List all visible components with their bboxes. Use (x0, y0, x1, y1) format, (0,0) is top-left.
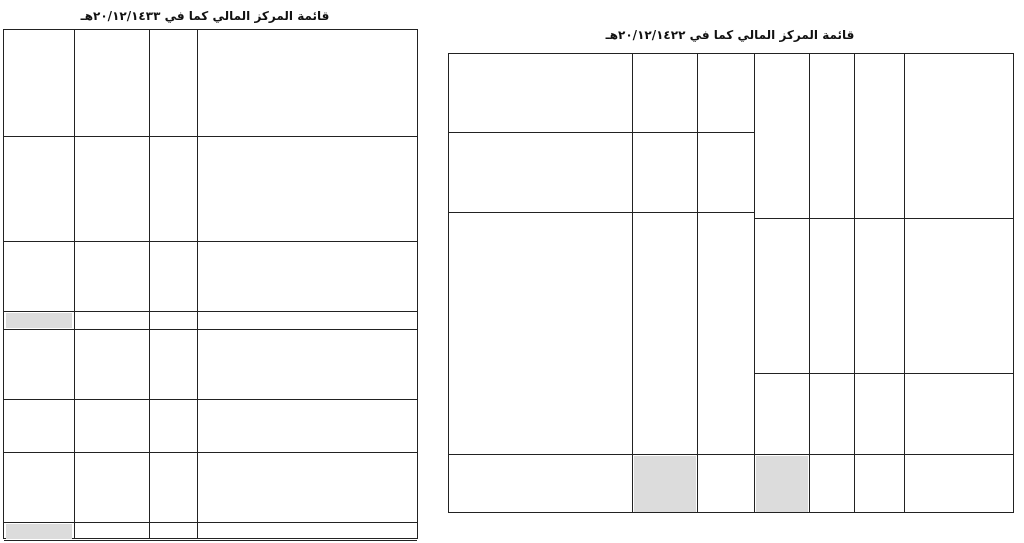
right-table-row-divider (754, 218, 1013, 219)
grand-total-shade (6, 524, 72, 539)
right-table-column-divider (904, 54, 905, 512)
left-table-row-divider (4, 540, 417, 541)
left-statement-title: قائمة المركز المالي كما في ٢٠/١٢/١٤٣٣هـ (80, 9, 330, 23)
right-table-row-divider (754, 373, 1013, 374)
left-table-column-divider (197, 30, 198, 538)
right-statement-title: قائمة المركز المالي كما في ٢٠/١٢/١٤٢٢هـ (605, 28, 855, 42)
right-table-footer-divider (449, 454, 1013, 455)
left-table-row-divider (4, 241, 417, 242)
grand-total-shade (6, 313, 72, 328)
left-balance-sheet-table (3, 29, 418, 539)
right-table-center-divider (754, 54, 755, 512)
left-table-row-divider (4, 452, 417, 453)
grand-total-shade (634, 456, 696, 512)
left-table-row-divider (4, 522, 417, 523)
left-table-row-divider (4, 329, 417, 330)
right-table-row-divider (449, 132, 754, 133)
left-table-row-divider (4, 399, 417, 400)
left-table-column-divider (74, 30, 75, 538)
right-table-row-divider (449, 212, 754, 213)
right-table-column-divider (809, 54, 810, 512)
right-table-column-divider (854, 54, 855, 512)
right-table-column-divider (632, 54, 633, 512)
right-table-column-divider (697, 54, 698, 512)
left-table-row-divider (4, 136, 417, 137)
grand-total-shade (756, 456, 808, 512)
right-balance-sheet-table (448, 53, 1014, 513)
left-table-column-divider (149, 30, 150, 538)
left-table-row-divider (4, 311, 417, 312)
